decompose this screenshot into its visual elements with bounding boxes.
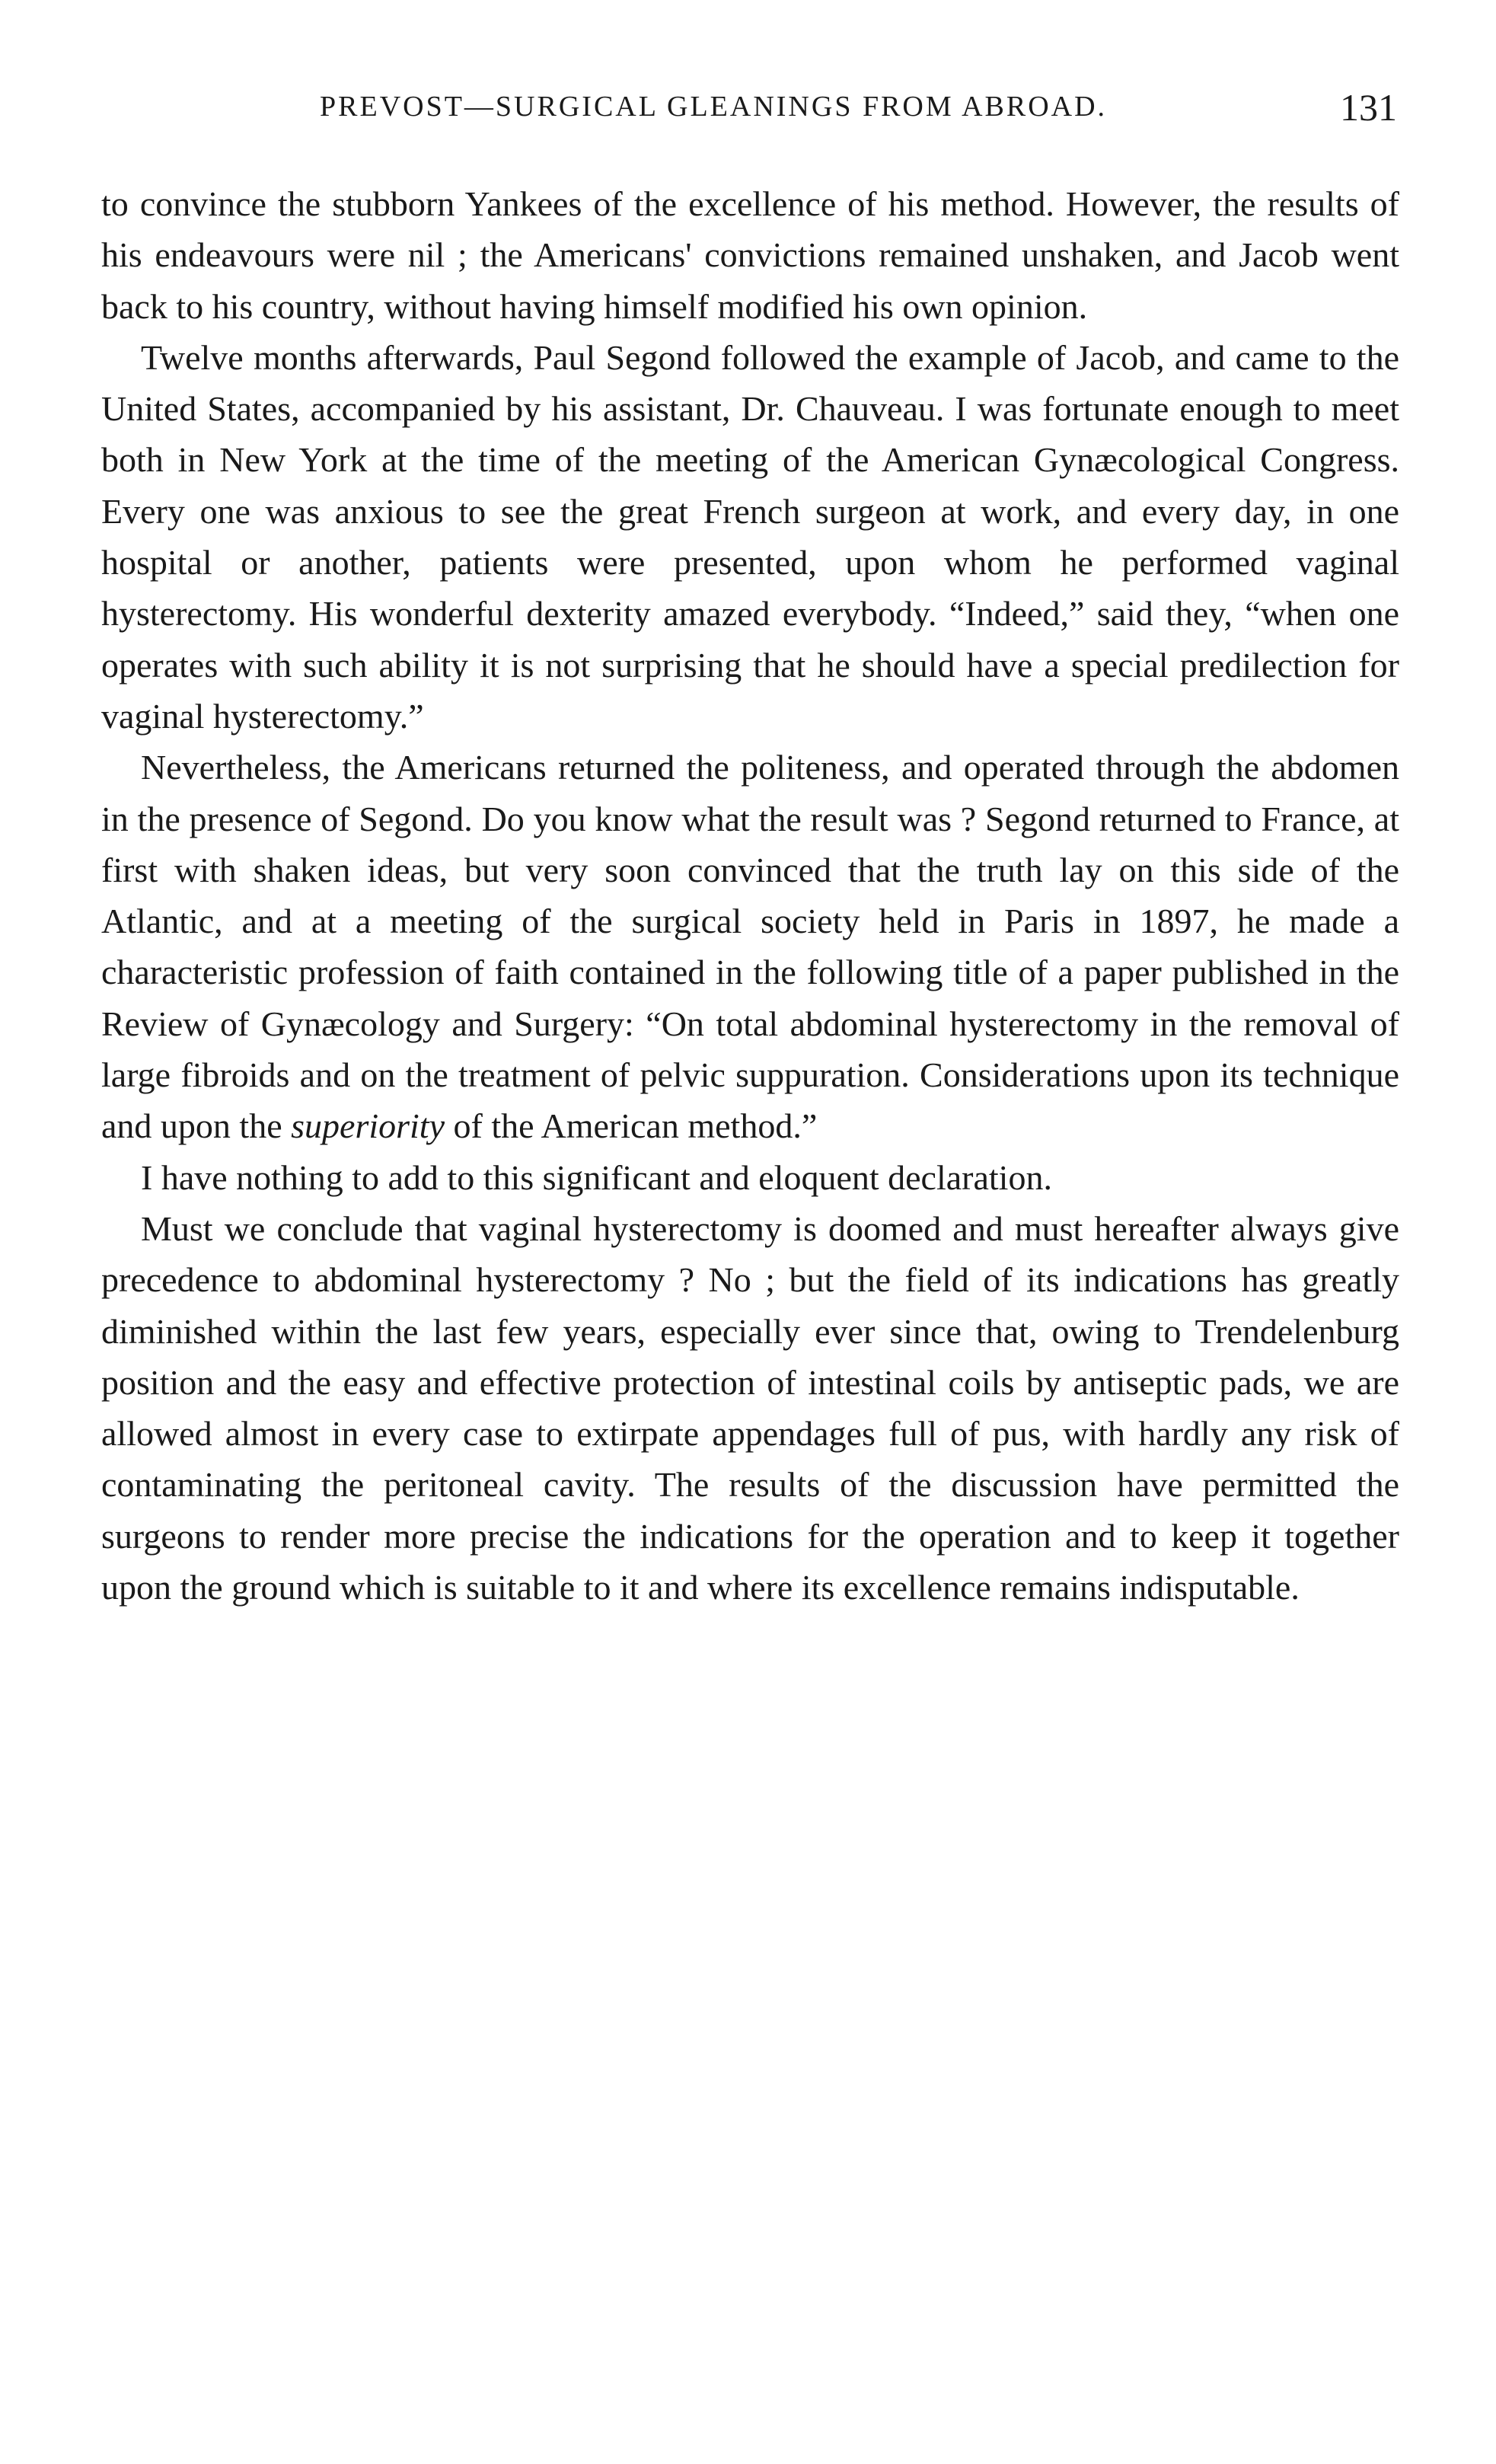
paragraph-americans-reply xyxy=(101,742,1399,1151)
paragraph-text-after: of the American method.” xyxy=(445,1106,818,1146)
paragraph-conclusion: Must we conclude that vaginal hysterectomy is doomed and must hereafter always give precedence to abdominal hysterectomy ? No ; but the field of its indications has greatly diminished within the last few years, especially ever since that, owing to Trendelenburg position and the easy and effective protection of intestinal coils by antiseptic pads, we are allowed almost in every case to extirpate appendages full of pus, with hardly any risk of contaminating the peritoneal cavity. The results of the discussion have permitted the surgeons to render more precise the indications for the operation and to keep it together upon the ground which is suitable to it and where its excellence remains indisputable. xyxy=(101,1208,1399,1607)
body-text xyxy=(101,178,1399,1613)
running-head xyxy=(103,86,1397,136)
paragraph-declaration: I have nothing to add to this significant and eloquent declaration. xyxy=(141,1157,1052,1197)
paragraph-text-before: Nevertheless, the Americans returned the politeness, and operated through the abdomen in the presence of Segond. Do you know what the result was ? Segond returned to France, at first with shaken ideas, but very soon convinced that the truth lay on this side of the Atlantic, and at a meeting of the surgical society held in Paris in 1897, he made a characteristic profession of faith contained in the following title of a paper published in the Review of Gynæcology and Surgery: “On total abdominal hysterectomy in the removal of large fibroids and on the treatment of pelvic suppuration. Considerations upon its technique and upon the xyxy=(101,748,1399,1146)
paragraph-segond-visit: Twelve months afterwards, Paul Segond followed the example of Jacob, and came to the United States, accompanied by his assistant, Dr. Chauveau. I was fortunate enough to meet both in New York at the time of the meeting of the American Gynæcological Congress. Every one was anxious to see the great French surgeon at work, and every day, in one hospital or another, patients were presented, upon whom he performed vaginal hysterectomy. His wonderful dexterity amazed everybody. “Indeed,” said they, “when one operates with such ability it is not surprising that he should have a special predilection for vaginal hysterectomy.” xyxy=(101,337,1399,736)
emphasized-word: superiority xyxy=(291,1106,445,1146)
page-number: 131 xyxy=(1340,86,1397,129)
paragraph-continued: to convince the stubborn Yankees of the excellence of his method. However, the results of his endeavours were nil ; the Americans' convictions remained unshaken, and Jacob went back to his country, without having himself modified his own opinion. xyxy=(101,184,1399,326)
running-title: PREVOST—SURGICAL GLEANINGS FROM ABROAD. xyxy=(320,91,1108,123)
